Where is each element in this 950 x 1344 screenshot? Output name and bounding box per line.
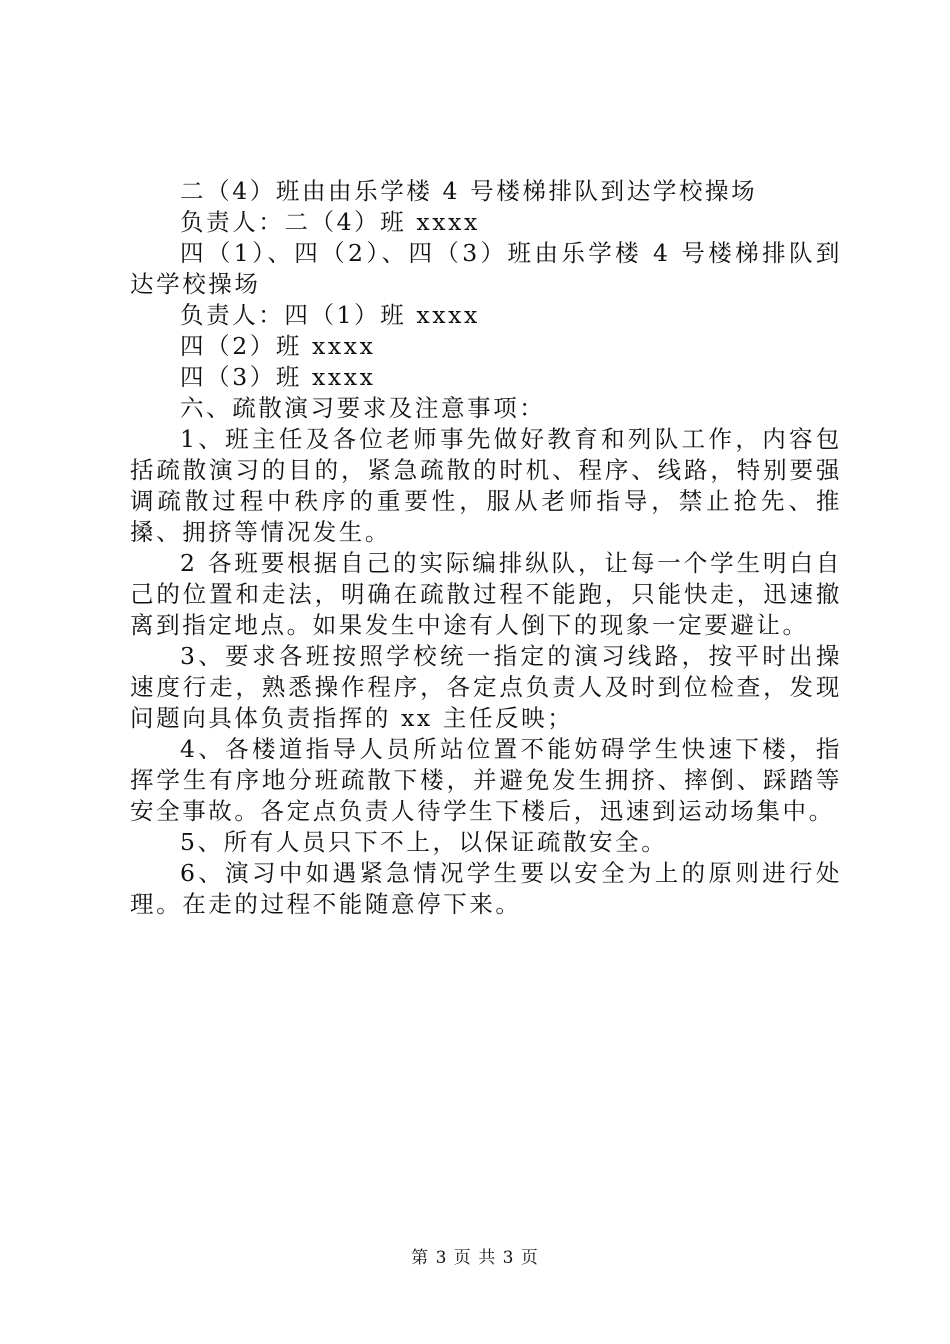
requirement-item-2: 2 各班要根据自己的实际编排纵队，让每一个学生明白自己的位置和走法，明确在疏散过程不能跑，只能快走，迅速撤离到指定地点。如果发生中途有人倒下的现象一定要避让。: [130, 549, 842, 639]
requirement-item-1: 1、班主任及各位老师事先做好教育和列队工作，内容包括疏散演习的目的，紧急疏散的时机、程序、线路，特别要强调疏散过程中秩序的重要性，服从老师指导，禁止抢先、推搡、拥挤等情况发生。: [130, 425, 842, 546]
paragraph-class2-4-route: 二（4）班由由乐学楼 4 号楼梯排队到达学校操场: [180, 177, 758, 205]
section-heading-requirements: 六、疏散演习要求及注意事项：: [180, 394, 546, 422]
paragraph-class4-2-leader: 四（2）班 xxxx: [180, 332, 376, 360]
document-body: [130, 176, 842, 920]
requirement-item-3: 3、要求各班按照学校统一指定的演习线路，按平时出操速度行走，熟悉操作程序，各定点负责人及时到位检查，发现问题向具体负责指挥的 xx 主任反映；: [130, 642, 842, 732]
paragraph-class4-1-leader: 负责人：四（1）班 xxxx: [180, 301, 480, 329]
paragraph-class2-4-leader: 负责人：二（4）班 xxxx: [180, 208, 480, 236]
requirement-item-6: 6、演习中如遇紧急情况学生要以安全为上的原则进行处理。在走的过程不能随意停下来。: [130, 859, 842, 918]
paragraph-class4-3-leader: 四（3）班 xxxx: [180, 363, 376, 391]
paragraph-class4-route: 四（1）、四（2）、四（3）班由乐学楼 4 号楼梯排队到达学校操场: [130, 239, 842, 298]
page-number-footer: 第 3 页 共 3 页: [411, 1248, 539, 1268]
requirement-item-5: 5、所有人员只下不上，以保证疏散安全。: [180, 828, 668, 856]
requirement-item-4: 4、各楼道指导人员所站位置不能妨碍学生快速下楼，指挥学生有序地分班疏散下楼，并避免发生拥挤、摔倒、踩踏等安全事故。各定点负责人待学生下楼后，迅速到运动场集中。: [130, 735, 842, 825]
